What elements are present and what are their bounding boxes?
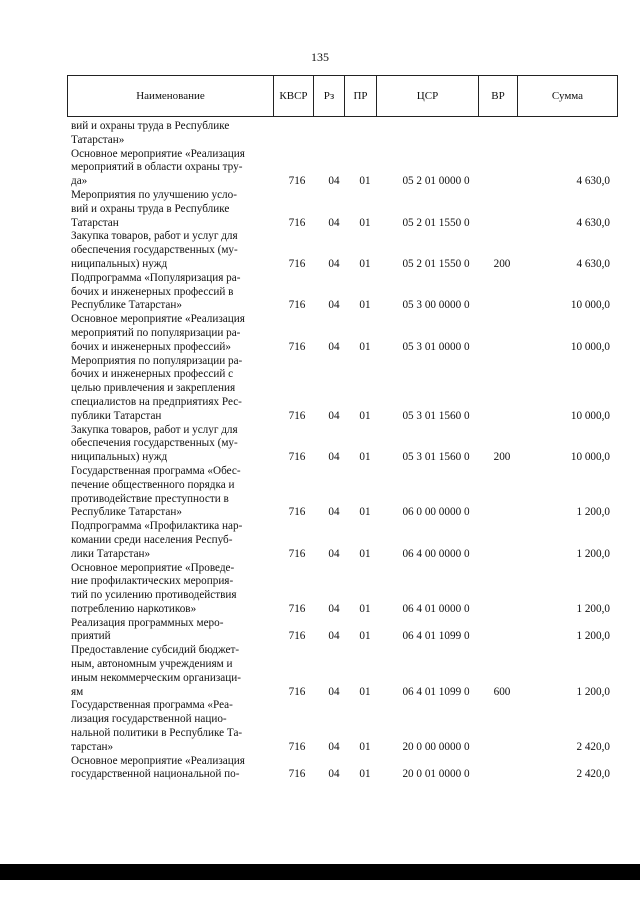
kvsr-cell: 716	[288, 740, 306, 753]
table-row	[71, 313, 616, 354]
name-line: ниципальных) нужд	[71, 257, 168, 270]
rz-cell: 04	[328, 409, 340, 422]
kvsr-cell: 716	[288, 409, 306, 422]
name-line: Республике Татарстан»	[71, 299, 182, 312]
kvsr-cell: 716	[288, 451, 306, 464]
name-line: нальной политики в Республике Та-	[71, 727, 243, 740]
csr-cell: 06 4 01 1099 0	[402, 630, 470, 643]
name-line: Основное мероприятие «Реализация	[71, 754, 245, 767]
sum-cell: 10 000,0	[570, 409, 610, 422]
pr-cell: 01	[359, 602, 371, 615]
rz-cell: 04	[328, 685, 340, 698]
csr-cell: 05 3 01 1560 0	[402, 409, 470, 422]
name-line: печение общественного порядка и	[71, 478, 235, 491]
name-line: Татарстан	[71, 216, 119, 229]
sum-cell: 10 000,0	[570, 451, 610, 464]
table-row	[71, 617, 616, 645]
table-row	[71, 355, 616, 424]
vr-cell: 200	[493, 451, 511, 464]
name-line: ям	[71, 685, 84, 698]
csr-cell: 05 3 01 0000 0	[402, 340, 470, 353]
name-line: лики Татарстан»	[71, 547, 151, 560]
kvsr-cell: 716	[288, 630, 306, 643]
csr-cell: 20 0 00 0000 0	[402, 740, 470, 753]
row-name	[71, 699, 269, 754]
kvsr-cell: 716	[288, 602, 306, 615]
csr-cell: 05 3 00 0000 0	[402, 299, 470, 312]
table-row	[71, 699, 616, 754]
rz-cell: 04	[328, 547, 340, 560]
name-line: Подпрограмма «Популяризация ра-	[71, 271, 241, 284]
name-line: Подпрограмма «Профилактика нар-	[71, 520, 243, 533]
name-line: Государственная программа «Обес-	[71, 464, 241, 477]
row-name	[71, 644, 269, 699]
rz-cell: 04	[328, 216, 340, 229]
table-row	[71, 230, 616, 271]
sum-cell: 2 420,0	[576, 740, 610, 753]
rz-cell: 04	[328, 506, 340, 519]
header-csr: ЦСР	[377, 76, 479, 116]
name-line: Государственная программа «Реа-	[71, 699, 233, 712]
vr-cell: 200	[493, 257, 511, 270]
row-name	[71, 230, 269, 271]
row-name	[71, 120, 269, 148]
header-rz: Рз	[314, 76, 345, 116]
name-line: тий по усилению противодействия	[71, 589, 237, 602]
name-line: Республике Татарстан»	[71, 506, 182, 519]
csr-cell: 06 4 01 1099 0	[402, 685, 470, 698]
pr-cell: 01	[359, 740, 371, 753]
sum-cell: 4 630,0	[576, 257, 610, 270]
pr-cell: 01	[359, 768, 371, 781]
name-line: вий и охраны труда в Республике	[71, 120, 230, 132]
table-row	[71, 272, 616, 313]
csr-cell: 06 4 00 0000 0	[402, 547, 470, 560]
rz-cell: 04	[328, 768, 340, 781]
name-line: Закупка товаров, работ и услуг для	[71, 230, 238, 243]
row-name	[71, 755, 269, 783]
name-line: Предоставление субсидий бюджет-	[71, 644, 240, 657]
sum-cell: 1 200,0	[576, 547, 610, 560]
name-line: бочих и инженерных профессий с	[71, 368, 234, 381]
pr-cell: 01	[359, 340, 371, 353]
kvsr-cell: 716	[288, 216, 306, 229]
name-line: лизация государственной нацио-	[71, 713, 227, 726]
name-line: государственной национальной по-	[71, 768, 240, 781]
sum-cell: 1 200,0	[576, 630, 610, 643]
rz-cell: 04	[328, 602, 340, 615]
rz-cell: 04	[328, 740, 340, 753]
sum-cell: 10 000,0	[570, 340, 610, 353]
kvsr-cell: 716	[288, 340, 306, 353]
row-name	[71, 465, 269, 520]
name-line: мероприятий в области охраны тру-	[71, 161, 243, 174]
name-line: Мероприятия по популяризации ра-	[71, 354, 243, 367]
pr-cell: 01	[359, 216, 371, 229]
sum-cell: 1 200,0	[576, 685, 610, 698]
page-number: 135	[311, 50, 329, 64]
name-line: обеспечения государственных (му-	[71, 244, 238, 257]
name-line: комании среди населения Респуб-	[71, 533, 233, 546]
csr-cell: 20 0 01 0000 0	[402, 768, 470, 781]
name-line: ным, автономным учреждениям и	[71, 658, 233, 671]
header-vr: ВР	[479, 76, 518, 116]
row-name	[71, 520, 269, 561]
kvsr-cell: 716	[288, 547, 306, 560]
header-name: Наименование	[68, 76, 274, 116]
name-line: Основное мероприятие «Реализация	[71, 313, 245, 326]
scan-edge	[0, 864, 640, 880]
name-line: ние профилактических мероприя-	[71, 575, 234, 588]
name-line: специалистов на предприятиях Рес-	[71, 395, 242, 408]
table-row	[71, 520, 616, 561]
table-row	[71, 644, 616, 699]
pr-cell: 01	[359, 299, 371, 312]
rz-cell: 04	[328, 630, 340, 643]
name-line: Основное мероприятие «Проведе-	[71, 561, 235, 574]
table-body	[71, 120, 616, 782]
row-name	[71, 313, 269, 354]
row-name	[71, 189, 269, 230]
table-row	[71, 755, 616, 783]
name-line: публики Татарстан	[71, 409, 162, 422]
csr-cell: 05 2 01 0000 0	[402, 175, 470, 188]
pr-cell: 01	[359, 409, 371, 422]
sum-cell: 1 200,0	[576, 506, 610, 519]
table-row	[71, 189, 616, 230]
name-line: Татарстан»	[71, 133, 125, 146]
table-header	[67, 75, 618, 117]
name-line: бочих и инженерных профессий в	[71, 285, 234, 298]
name-line: обеспечения государственных (му-	[71, 437, 238, 450]
name-line: ниципальных) нужд	[71, 451, 168, 464]
kvsr-cell: 716	[288, 506, 306, 519]
name-line: противодействие преступности в	[71, 492, 229, 505]
pr-cell: 01	[359, 257, 371, 270]
header-kvsr: КВСР	[274, 76, 314, 116]
csr-cell: 06 4 01 0000 0	[402, 602, 470, 615]
csr-cell: 05 2 01 1550 0	[402, 216, 470, 229]
name-line: целью привлечения и закрепления	[71, 382, 236, 395]
table-row	[71, 465, 616, 520]
rz-cell: 04	[328, 451, 340, 464]
sum-cell: 4 630,0	[576, 216, 610, 229]
table-row	[71, 148, 616, 189]
vr-cell: 600	[493, 685, 511, 698]
table-row	[71, 120, 616, 148]
name-line: иным некоммерческим организаци-	[71, 671, 241, 684]
name-line: Закупка товаров, работ и услуг для	[71, 423, 238, 436]
header-sum: Сумма	[551, 90, 584, 102]
csr-cell: 05 3 01 1560 0	[402, 451, 470, 464]
csr-cell: 06 0 00 0000 0	[402, 506, 470, 519]
name-line: приятий	[71, 630, 111, 643]
pr-cell: 01	[359, 685, 371, 698]
row-name	[71, 424, 269, 465]
pr-cell: 01	[359, 175, 371, 188]
kvsr-cell: 716	[288, 257, 306, 270]
csr-cell: 05 2 01 1550 0	[402, 257, 470, 270]
name-line: бочих и инженерных профессий»	[71, 340, 231, 353]
kvsr-cell: 716	[288, 685, 306, 698]
kvsr-cell: 716	[288, 175, 306, 188]
sum-cell: 4 630,0	[576, 175, 610, 188]
sum-cell: 1 200,0	[576, 602, 610, 615]
kvsr-cell: 716	[288, 768, 306, 781]
row-name	[71, 355, 269, 424]
name-line: тарстан»	[71, 740, 114, 753]
sum-cell: 2 420,0	[576, 768, 610, 781]
row-name	[71, 617, 269, 645]
name-line: Основное мероприятие «Реализация	[71, 147, 245, 160]
name-line: мероприятий по популяризации ра-	[71, 326, 241, 339]
sum-cell: 10 000,0	[570, 299, 610, 312]
pr-cell: 01	[359, 547, 371, 560]
name-line: да»	[71, 175, 88, 188]
row-name	[71, 148, 269, 189]
row-name	[71, 562, 269, 617]
row-name	[71, 272, 269, 313]
pr-cell: 01	[359, 506, 371, 519]
rz-cell: 04	[328, 175, 340, 188]
rz-cell: 04	[328, 299, 340, 312]
name-line: потреблению наркотиков»	[71, 602, 197, 615]
pr-cell: 01	[359, 451, 371, 464]
kvsr-cell: 716	[288, 299, 306, 312]
table-row	[71, 562, 616, 617]
rz-cell: 04	[328, 340, 340, 353]
pr-cell: 01	[359, 630, 371, 643]
rz-cell: 04	[328, 257, 340, 270]
header-pr: ПР	[345, 76, 377, 116]
name-line: Мероприятия по улучшению усло-	[71, 188, 237, 201]
table-row	[71, 424, 616, 465]
name-line: вий и охраны труда в Республике	[71, 202, 230, 215]
name-line: Реализация программных меро-	[71, 616, 224, 629]
